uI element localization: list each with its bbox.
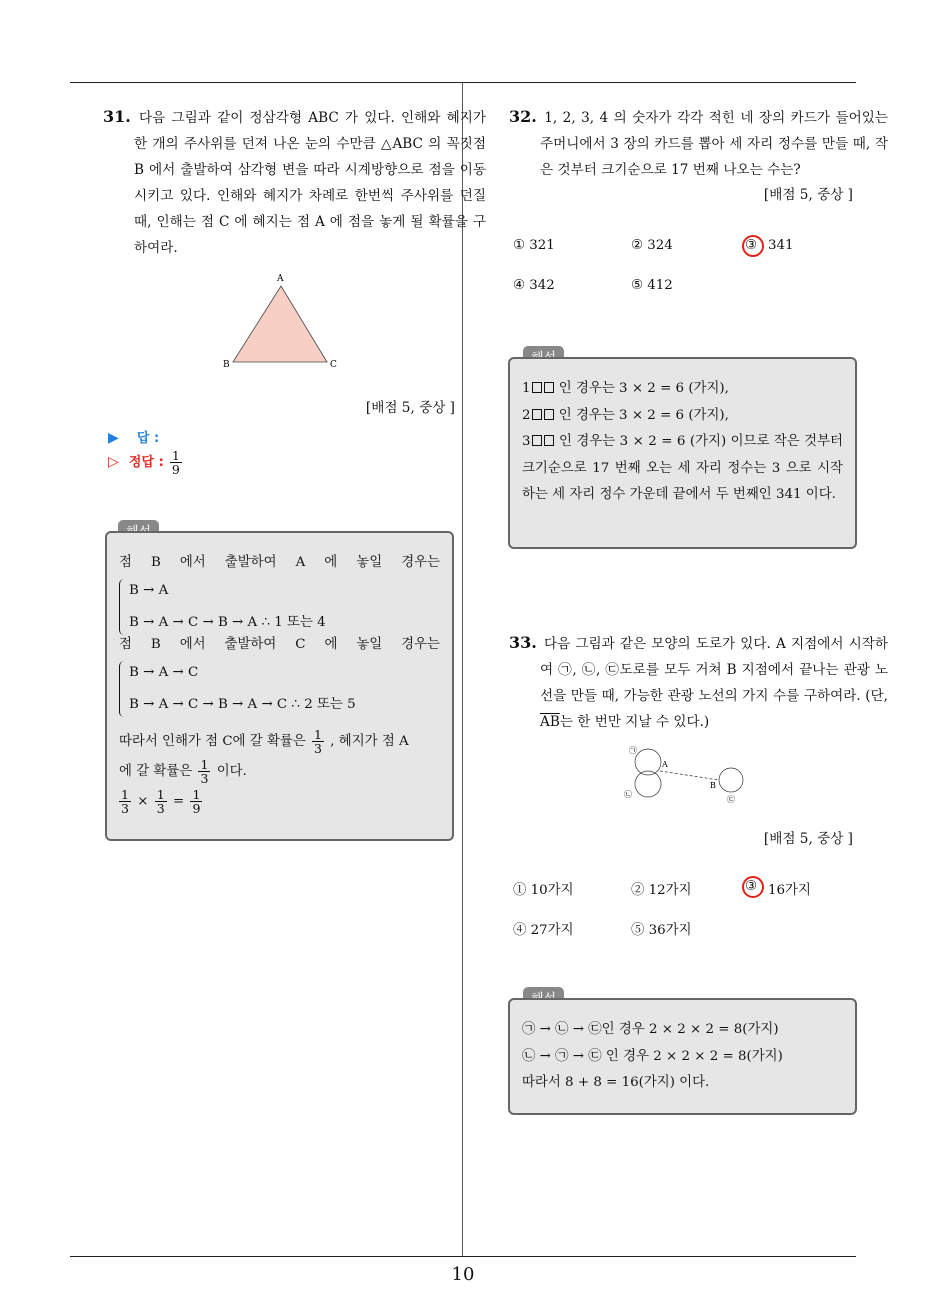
exp-line-3: 따라서 8 + 8 = 16(가지) 이다.: [522, 1075, 710, 1090]
choice-5[interactable]: ⑤ 36가지: [631, 923, 692, 938]
question-number: 33.: [509, 633, 537, 652]
choice-3[interactable]: ③: [745, 879, 758, 894]
vertex-c-label: C: [330, 360, 337, 370]
question-text: 다음 그림과 같이 정삼각형 ABC 가 있다. 인해와 혜지가 한 개의 주사위를 던져 나온 눈의 수만큼 △ABC 의 꼭짓점 B 에서 출발하여 삼각형 변을 따라 시계방향으로 점을 이동시키고 있다. 인해와 혜지가 차례로 한번씩 주사위를 던질 때, 인해는 점 C 에 혜지는 점 A 에 점을 놓게 될 확률을 구하여라.: [134, 110, 486, 256]
exp-line-1: ㉠ → ㉡ → ㉢인 경우 2 × 2 × 2 = 8(가지): [522, 1022, 779, 1037]
top-rule: [70, 82, 856, 83]
explanation-box-33: [508, 998, 857, 1115]
score-32: [배점 5, 중상 ]: [763, 187, 853, 203]
exp-line-3: 따라서 인해가 점 C에 갈 확률은 $\frac{1}{3}$ , 혜지가 점 A: [119, 727, 409, 756]
case-1b: B → A → C → B → A ∴ 1 또는 4: [129, 615, 326, 630]
choice-2[interactable]: ② 324: [631, 238, 673, 253]
page-number: 10: [451, 1264, 475, 1285]
question-text-tail: 는 한 번만 지날 수 있다.): [559, 714, 710, 730]
exp-equation: $\frac{1}{3}$ × $\frac{1}{3}$ = $\frac{1}{9}$: [121, 787, 201, 816]
answer-triangle-icon: ▶: [108, 430, 119, 446]
road-g2-label: ㉡: [624, 790, 632, 799]
vertex-b-label: B: [223, 360, 230, 370]
score-33: [배점 5, 중상 ]: [763, 831, 853, 847]
question-32: [509, 104, 888, 183]
case-2a: B → A → C: [129, 665, 199, 680]
choice-3[interactable]: ③: [745, 238, 758, 253]
answer-label: 답 :: [136, 431, 160, 446]
road-a-label: A: [662, 760, 668, 769]
correct-answer-line: [108, 449, 184, 476]
triangle-figure: [215, 268, 345, 373]
case-brace-2: [119, 657, 440, 721]
exp-line-2: 점 B 에서 출발하여 C 에 놓일 경우는: [119, 637, 440, 652]
score-31: [배점 5, 중상 ]: [365, 400, 455, 416]
choices-33: [513, 879, 853, 939]
fraction-one-third: $\frac{1}{3}$: [314, 727, 322, 756]
explanation-box-31: [105, 531, 454, 841]
exp-line-1: 점 B 에서 출발하여 A 에 놓일 경우는: [119, 555, 440, 570]
road-b-label: B: [710, 781, 716, 790]
choice-3-value: 16가지: [768, 883, 811, 898]
question-number: 32.: [509, 107, 537, 126]
choice-4[interactable]: ④ 342: [513, 278, 555, 293]
exp-line-1: 1 인 경우는 3 × 2 = 6 (가지),: [522, 381, 729, 396]
exp-line-4: 에 갈 확률은 $\frac{1}{3}$ 이다.: [119, 757, 247, 786]
vertex-a-label: A: [277, 274, 284, 284]
question-text: 다음 그림과 같은 모양의 도로가 있다. A 지점에서 시작하여 ㉠, ㉡, ㉢도로를 모두 거쳐 B 지점에서 끝나는 관광 노선을 만들 때, 가능한 관광 노선의 가지 수를 구하여라. (단,: [540, 636, 888, 704]
case-2b: B → A → C → B → A → C ∴ 2 또는 5: [129, 697, 356, 712]
case-1a: B → A: [129, 583, 169, 598]
correct-triangle-icon: ▷: [108, 454, 119, 470]
case-brace-1: [119, 575, 440, 639]
choice-1[interactable]: ① 10가지: [513, 883, 574, 898]
question-33: [509, 630, 888, 735]
bottom-rule: [70, 1256, 856, 1257]
question-31: [103, 104, 486, 261]
choice-1[interactable]: ① 321: [513, 238, 555, 253]
exp-line-2: ㉡ → ㉠ → ㉢ 인 경우 2 × 2 × 2 = 8(가지): [522, 1048, 783, 1064]
choice-3-value: 341: [768, 238, 794, 253]
question-number: 31.: [103, 107, 131, 126]
question-text: 1, 2, 3, 4 의 숫자가 각각 적힌 네 장의 카드가 들어있는 주머니에서 3 장의 카드를 뽑아 세 자리 정수를 만들 때, 작은 것부터 크기순으로 17 번째 나오는 수는?: [540, 110, 888, 178]
road-g3-label: ㉢: [727, 795, 735, 804]
choice-5[interactable]: ⑤ 412: [631, 278, 673, 293]
choice-4[interactable]: ④ 27가지: [513, 923, 574, 938]
choice-2[interactable]: ② 12가지: [631, 883, 692, 898]
correct-fraction: $\frac{1}{9}$: [171, 448, 180, 477]
explanation-box-32: [508, 357, 857, 549]
exp-line-2: 2 인 경우는 3 × 2 = 6 (가지),: [522, 407, 729, 423]
exp-line-3: 3 인 경우는 3 × 2 = 6 (가지) 이므로 작은 것부터 크기순으로 17 번째 오는 세 자리 정수는 3 으로 시작하는 세 자리 정수 가운데 끝에서 두 번째인 341 이다.: [522, 434, 843, 502]
correct-label: 정답 :: [128, 455, 164, 470]
road-figure: [620, 740, 750, 810]
answer-line: [108, 427, 159, 446]
choices-32: [513, 238, 853, 298]
fraction-one-third: $\frac{1}{3}$: [200, 757, 209, 786]
segment-ab: $\overline{AB}$: [540, 714, 560, 730]
road-g1-label: ㉠: [629, 746, 637, 755]
